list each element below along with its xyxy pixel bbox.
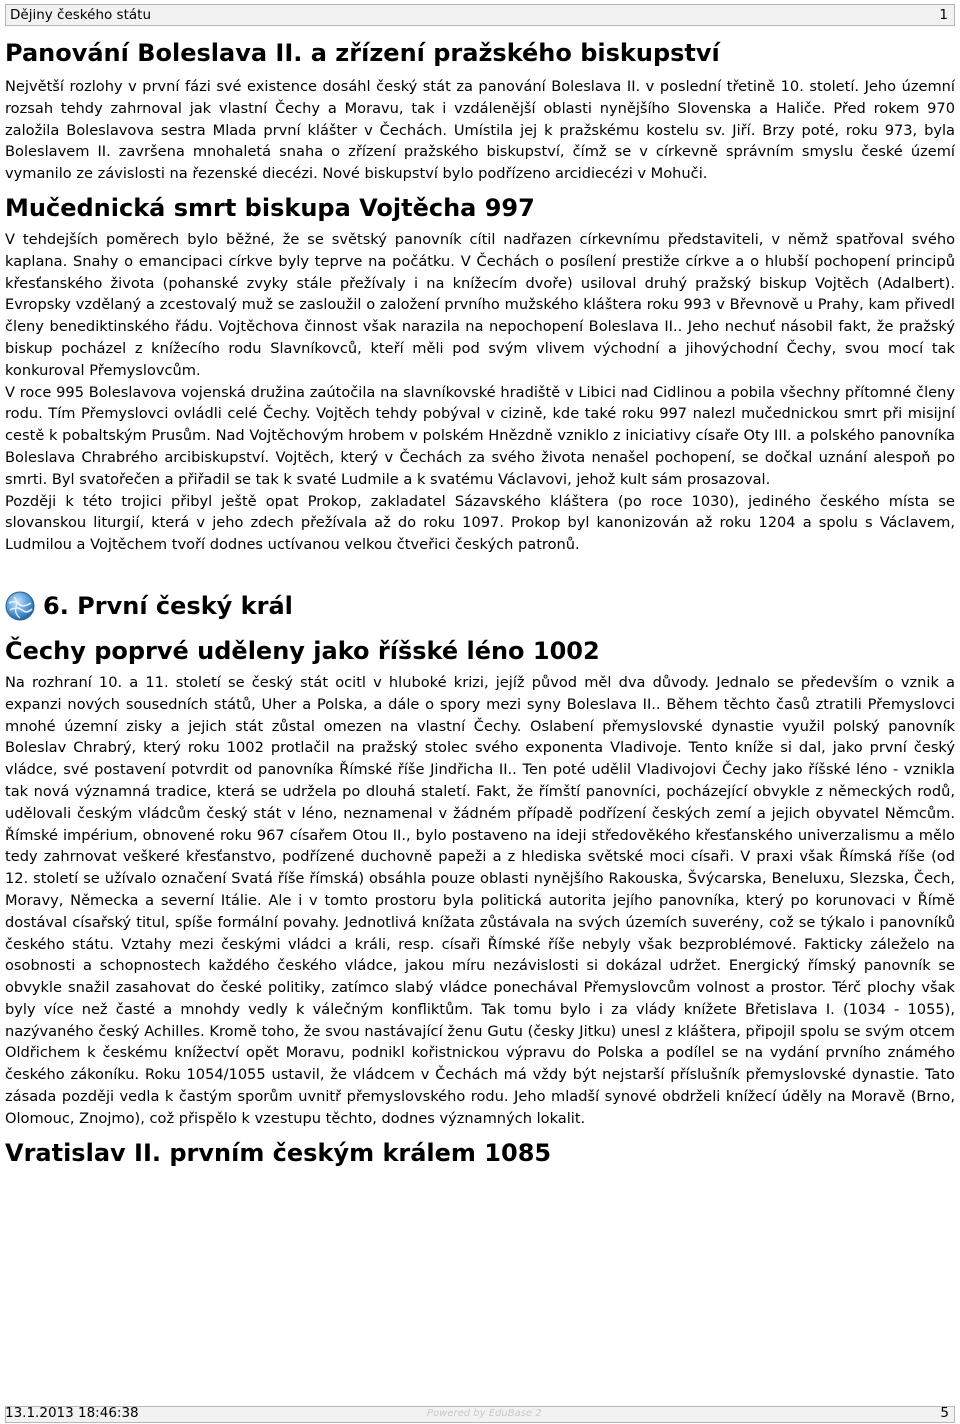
section-title-vratislav: Vratislav II. prvním českým králem 1085	[5, 1138, 552, 1167]
footer-powered-by: Powered by EduBase 2	[427, 1408, 542, 1419]
section-title-leno: Čechy poprvé uděleny jako říšské léno 1002	[5, 636, 600, 665]
footer-datetime: 13.1.2013 18:46:38	[5, 1405, 139, 1421]
document-content	[5, 30, 955, 1174]
footer-page-number: 5	[940, 1405, 949, 1421]
header-title: Dějiny českého státu	[10, 7, 151, 23]
chapter-heading	[5, 588, 955, 624]
chapter-title: 6. První český král	[43, 591, 293, 620]
paragraph-vojtech-3: Později k této trojici přibyl ještě opat Prokop, zakladatel Sázavského kláštera (po roce 1030), jediného českého místa se slovanskou liturgií, která v jeho zdech přežívala až do roku 1097. Prokop byl kanonizován až roku 1204 a spolu s Václavem, Ludmilou a Vojtěchem tvoří dodnes uctívanou velkou čtveřici českých patronů.	[5, 492, 955, 554]
paragraph-vojtech-2: V roce 995 Boleslavova vojenská družina zaútočila na slavníkovské hradiště v Libici nad Cidlinou a pobila všechny přítomné členy rodu. Tím Přemyslovci ovládli celé Čechy. Vojtěch tehdy pobýval v cizině, kde také roku 997 nalezl mučednickou smrt při misijní cestě k pobaltským Prusům. Nad Vojtěchovým hrobem v polském Hnězdně vzniklo z iniciativy císaře Oty III. a polského panovníka Boleslava Chrabrého arcibiskupství. Vojtěch, který v Čechách za svého života nenašel pochopení, se dočkal uznání alespoň po smrti. Byl svatořečen a přiřadil se tak k svaté Ludmile a k svatému Václavovi, jehož kult sám prosazoval.	[5, 383, 955, 488]
section-title-boleslav: Panování Boleslava II. a zřízení pražského biskupství	[5, 39, 720, 67]
paragraph-vojtech-1: V tehdejších poměrech bylo běžné, že se světský panovník cítil nadřazen církevnímu představiteli, v němž spatřoval svého kaplana. Snahy o emancipaci církve byly teprve na počátku. V Čechách o posílení prestiže církve a o hlubší pochopení principů křesťanského života (pohanské zvyky stále přežívaly i na knížecím dvoře) usiloval druhý pražský biskup Vojtěch (Adalbert). Evropsky vzdělaný a zcestovalý muž se zasloužil o založení prvního mužského kláštera roku 993 v Břevnově u Prahy, kam přivedl členy benediktinského řádu. Vojtěchova činnost však narazila na nepochopení Boleslava II.. Jeho nechuť násobil fakt, že pražský biskup pocházel z knížecího rodu Slavníkovců, kteří měli pod svým vlivem východní a jihovýchodní Čechy, svou mocí tak konkuroval Přemyslovcům.	[5, 230, 955, 379]
paragraph-boleslav: Největší rozlohy v první fázi své existence dosáhl český stát za panování Boleslava II. v poslední třetině 10. století. Jeho územní rozsah tehdy zahrnoval jak vlastní Čechy a Moravu, tak i vzdálenější oblasti nynějšího Slovenska a Haliče. Před rokem 970 založila Boleslavova sestra Mlada první klášter v Čechách. Umístila jej k pražskému kostelu sv. Jiří. Brzy poté, roku 973, byla Boleslavem II. završena mnohaletá snaha o zřízení pražského biskupství, čímž se v církevně správním smyslu české území vymanilo ze závislosti na řezenské diecézi. Nové biskupství bylo podřízeno arcidiecézi v Mohuči.	[5, 78, 955, 183]
page-header	[5, 4, 955, 26]
section-title-vojtech: Mučednická smrt biskupa Vojtěcha 997	[5, 193, 535, 222]
page-footer	[5, 1406, 955, 1421]
globe-icon	[5, 591, 35, 621]
header-page-number: 1	[939, 7, 948, 23]
paragraph-leno: Na rozhraní 10. a 11. století se český stát ocitl v hluboké krizi, jejíž původ měl dva důvody. Jednalo se především o vznik a expanzi nových sousedních států, Uher a Polska, a dále o spory mezi syny Boleslava II.. Během těchto časů ztratili Přemyslovci mnohé územní zisky a jejich stát zůstal omezen na vlastní Čechy. Oslabení přemyslovské dynastie využil polský panovník Boleslav Chrabrý, který roku 1002 protlačil na pražský stolec svého exponenta Vladivoje. Tento kníže si dal, jako první český vládce, své postavení potvrdit od panovníka Římské říše Jindřicha II.. Ten poté udělil Vladivojovi Čechy jako říšské léno - vznikla tak nová významná tradice, která se udržela po dlouhá staletí. Fakt, že římští panovníci, pocházející obvykle z německých rodů, udělovali českým vládcům český stát v léno, neznamenal v žádném případě podřízení českých zemí a jejich obyvatel Němcům. Římské impérium, obnovené roku 967 císařem Otou II., bylo postaveno na ideji středověkého křesťanského univerzalismu a mělo tedy zahrnovat veškeré křesťanstvo, podřízené duchovně papeži a z hlediska světské moci císaři. V praxi však Římská říše (od 12. století se užívalo označení Svatá říše římská) obsáhla pouze oblasti nynějšího Rakouska, Švýcarska, Beneluxu, Slezska, Čech, Moravy, Německa a severní Itálie. Ale i v tomto prostoru byla politická autorita jejího panovníka, který po korunovaci v Římě dostával císařský titul, spíše formální povahy. Jednotlivá knížata zůstávala na svých územích suverény, což se týkalo i panovníků českého státu. Vztahy mezi českými vládci a králi, resp. císaři Římské říše nebyly však bezproblémové. Fakticky záleželo na osobnosti a schopnostech každého českého vládce, jakou míru nezávislosti si dokázal udržet. Energický římský panovník se obvykle snažil zasahovat do české politiky, zatímco slabý vládce ponechával Přemyslovcům volnost a prostor. Térč plochy však byly více než časté a mnohdy vedly k válečným konfliktům. Tak tomu bylo i za vlády knížete Břetislava I. (1034 - 1055), nazývaného český Achilles. Kromě toho, že svou nastávající ženu Gutu (česky Jitku) unesl z kláštera, připojil spolu se svým otcem Oldřichem k českému knížectví opět Moravu, podnikl kořistnickou výpravu do Polska a podílel se na vydání prvního známého českého zákoníku. Roku 1054/1055 ustavil, že vládcem v Čechách má vždy být nejstarší příslušník přemyslovské dynastie. Tato zásada později vedla k častým sporům uvnitř přemyslovského rodu. Jeho mladší synové obdrželi knížecí úděly na Moravě (Brno, Olomouc, Znojmo), což přispělo k vzestupu těchto, dodnes významných lokalit.	[5, 673, 955, 1127]
